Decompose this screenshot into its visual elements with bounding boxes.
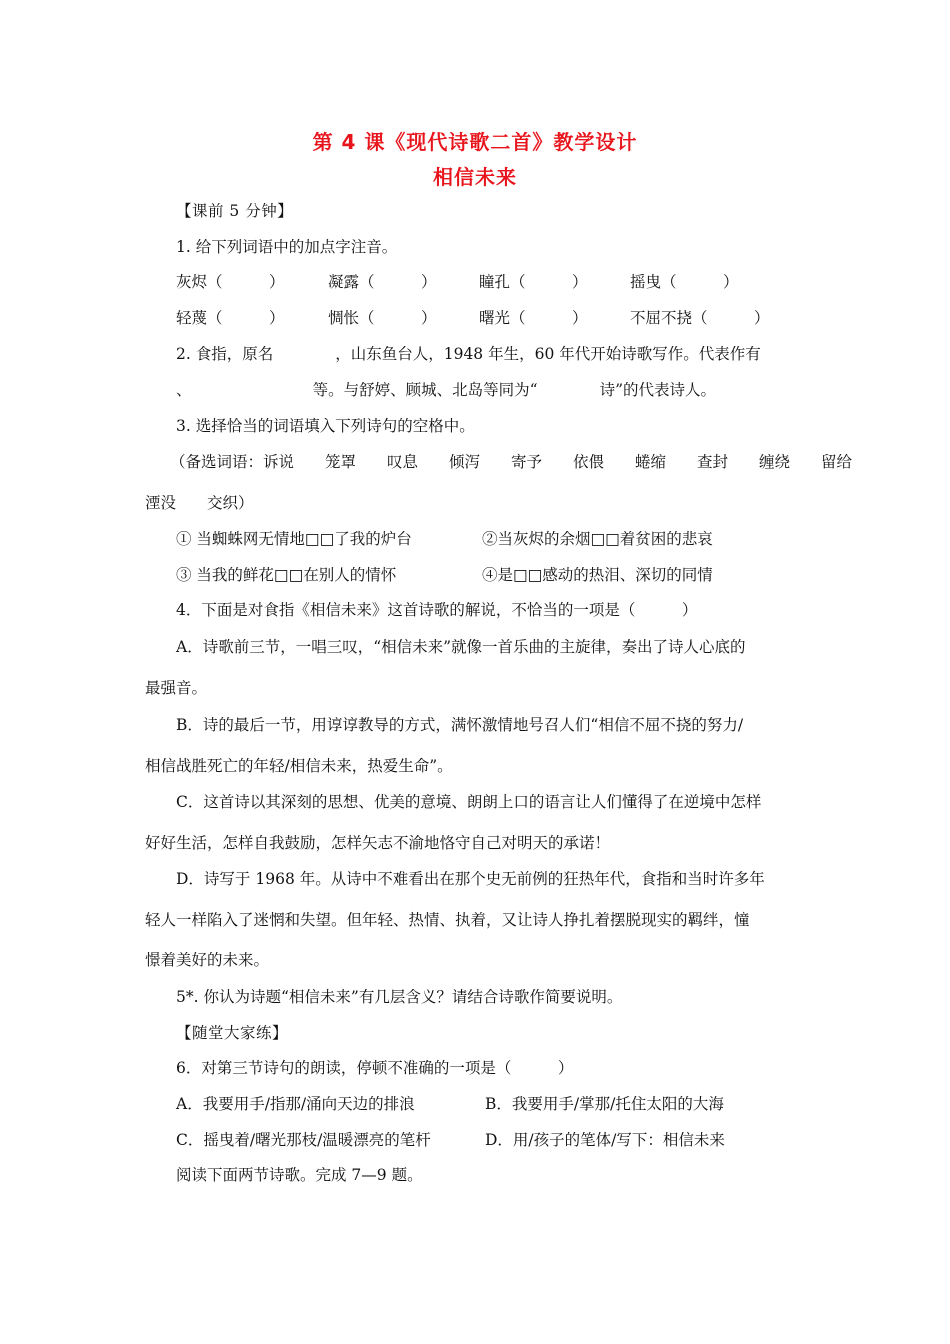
question-4-option-a: A．诗歌前三节，一唱三叹，“相信未来”就像一首乐曲的主旋律，奏出了诗人心底的	[176, 638, 746, 656]
question-4-option-d-cont2: 憬着美好的未来。	[145, 951, 270, 969]
document-subtitle: 相信未来	[433, 165, 517, 189]
question-6-row-2	[0, 1130, 950, 1150]
option-b: B．我要用手/掌那/托住太阳的大海	[485, 1095, 724, 1113]
question-2-line-2: 、 等。与舒婷、顾城、北岛等同为“ 诗”的代表诗人。	[176, 381, 717, 399]
question-4-option-a-cont: 最强音。	[145, 679, 208, 697]
option-c: C．摇曳着/曙光那枝/温暖漂亮的笔杆	[176, 1131, 431, 1149]
question-3-blank-row-1	[0, 529, 950, 549]
question-4-option-d: D．诗写于 1968 年。从诗中不难看出在那个史无前例的狂热年代，食指和当时许多年	[176, 870, 765, 888]
question-3-prompt: 3. 选择恰当的词语填入下列诗句的空格中。	[176, 417, 475, 435]
question-3-options: （备选词语：诉说 笼罩 叹息 倾泻 寄予 依偎 蜷缩 查封 缠绕 留给	[170, 453, 853, 471]
section-heading-practice: 【随堂大家练】	[176, 1024, 289, 1042]
blank-sentence: ②当灰烬的余烟□□着贫困的悲哀	[482, 530, 713, 548]
word-item: 摇曳（ ）	[630, 273, 739, 291]
question-6-prompt: 6．对第三节诗句的朗读，停顿不准确的一项是（ ）	[176, 1059, 574, 1077]
question-3-options-cont: 湮没 交织）	[145, 494, 254, 512]
question-1-row-2	[0, 308, 950, 328]
section-heading-pre-class: 【课前 5 分钟】	[176, 202, 294, 220]
blank-sentence: ④是□□感动的热泪、深切的同情	[482, 566, 713, 584]
option-a: A．我要用手/指那/涌向天边的排浪	[176, 1095, 415, 1113]
question-4-option-c: C．这首诗以其深刻的思想、优美的意境、朗朗上口的语言让人们懂得了在逆境中怎样	[176, 793, 762, 811]
blank-sentence: ① 当蜘蛛网无情地□□了我的炉台	[176, 530, 412, 548]
question-4-prompt: 4．下面是对食指《相信未来》这首诗歌的解说，不恰当的一项是（ ）	[176, 601, 698, 619]
question-4-option-d-cont: 轻人一样陷入了迷惘和失望。但年轻、热情、执着，又让诗人挣扎着摆脱现实的羁绊，憧	[145, 911, 750, 929]
word-item: 不屈不挠（ ）	[630, 309, 770, 327]
question-4-option-c-cont: 好好生活，怎样自我鼓励，怎样矢志不渝地恪守自己对明天的承诺！	[145, 834, 611, 852]
question-4-option-b-cont: 相信战胜死亡的年轻/相信未来，热爱生命”。	[145, 757, 453, 775]
option-d: D．用/孩子的笔体/写下：相信未来	[485, 1131, 725, 1149]
word-item: 灰烬（ ）	[176, 273, 285, 291]
question-6-row-1	[0, 1094, 950, 1114]
word-item: 凝露（ ）	[328, 273, 437, 291]
question-1-prompt: 1. 给下列词语中的加点字注音。	[176, 238, 398, 256]
word-item: 曙光（ ）	[479, 309, 588, 327]
reading-instruction: 阅读下面两节诗歌。完成 7—9 题。	[176, 1166, 423, 1184]
question-2-line-1: 2. 食指，原名 ，山东鱼台人，1948 年生，60 年代开始诗歌写作。代表作有	[176, 345, 761, 363]
question-1-row-1	[0, 272, 950, 292]
question-4-option-b: B．诗的最后一节，用谆谆教导的方式，满怀激情地号召人们“相信不屈不挠的努力/	[176, 716, 744, 734]
blank-sentence: ③ 当我的鲜花□□在别人的情怀	[176, 566, 397, 584]
question-3-blank-row-2	[0, 565, 950, 585]
question-5: 5*. 你认为诗题“相信未来”有几层含义？请结合诗歌作简要说明。	[176, 988, 623, 1006]
word-item: 惆怅（ ）	[328, 309, 437, 327]
document-title: 第 4 课《现代诗歌二首》教学设计	[312, 130, 638, 154]
word-item: 轻蔑（ ）	[176, 309, 285, 327]
word-item: 瞳孔（ ）	[479, 273, 588, 291]
